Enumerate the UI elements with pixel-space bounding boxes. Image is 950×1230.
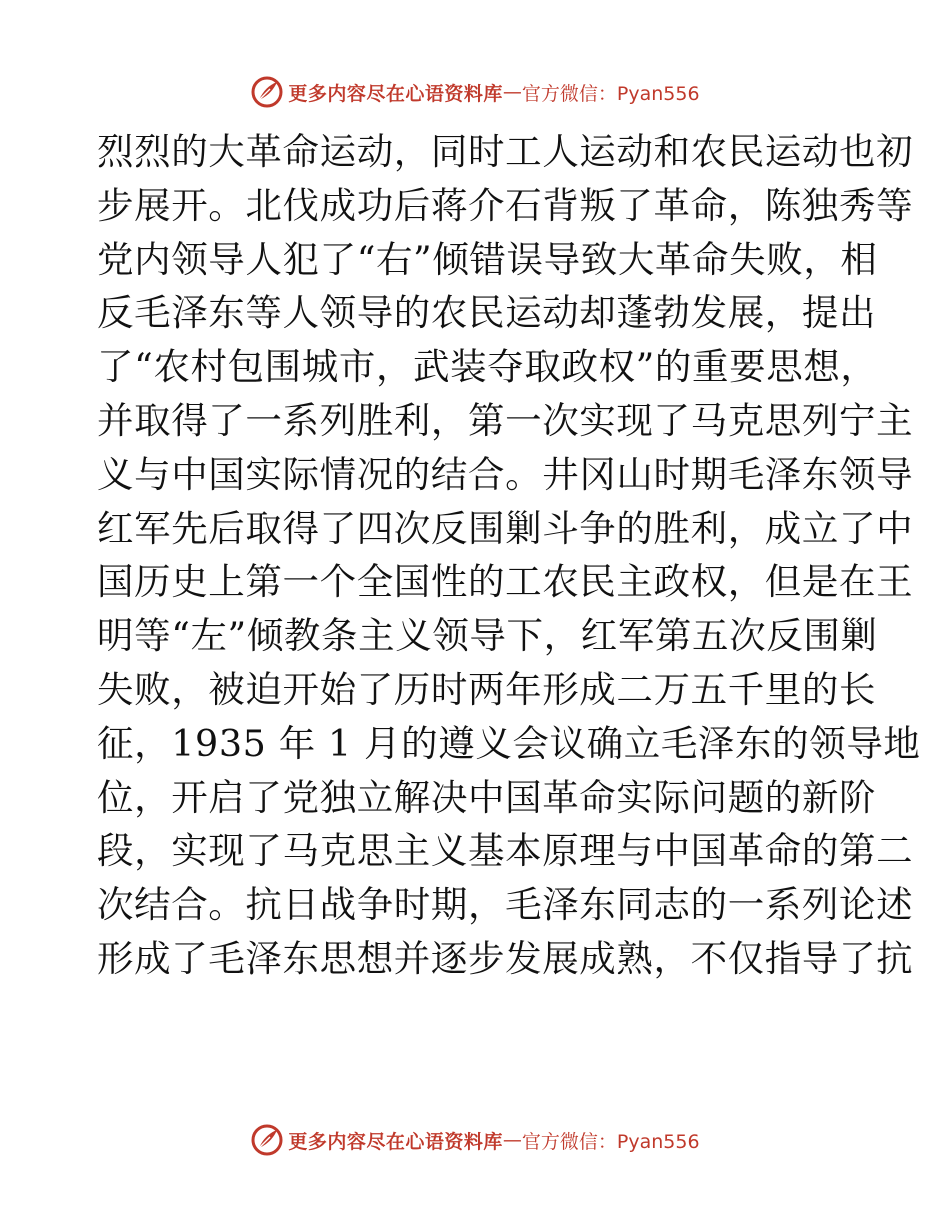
body-line: 反毛泽东等人领导的农民运动却蓬勃发展，提出 <box>97 291 877 335</box>
body-line: 烈烈的大革命运动，同时工人运动和农民运动也初 <box>97 130 914 173</box>
watermark-site-text: 更多内容尽在心语资料库 <box>288 1130 503 1153</box>
watermark-contact-text: 官方微信：Pyan556 <box>521 1130 700 1153</box>
watermark-separator: — <box>502 81 522 103</box>
body-line: 失败，被迫开始了历时两年形成二万五千里的长 <box>97 667 877 711</box>
body-line: 征，1935 年 1 月的遵义会议确立毛泽东的领导地 <box>97 721 921 765</box>
feather-pen-logo-icon <box>250 1123 284 1157</box>
watermark-site-text: 更多内容尽在心语资料库 <box>288 82 503 105</box>
body-line: 步展开。北伐成功后蒋介石背叛了革命，陈独秀等 <box>97 183 914 227</box>
body-line: 国历史上第一个全国性的工农民主政权，但是在王 <box>97 560 914 604</box>
header-watermark <box>0 72 950 112</box>
body-line: 明等“左”倾教条主义领导下，红军第五次反围剿 <box>97 614 878 658</box>
body-line: 了“农村包围城市，武装夺取政权”的重要思想， <box>97 345 878 389</box>
feather-pen-logo-icon <box>250 75 284 109</box>
body-line: 党内领导人犯了“右”倾错误导致大革命失败，相 <box>97 237 878 281</box>
body-line: 位，开启了党独立解决中国革命实际问题的新阶 <box>97 775 877 819</box>
body-line: 并取得了一系列胜利，第一次实现了马克思列宁主 <box>97 398 914 442</box>
watermark-contact-text: 官方微信：Pyan556 <box>521 82 700 105</box>
body-line: 义与中国实际情况的结合。井冈山时期毛泽东领导 <box>97 452 914 496</box>
body-line: 段，实现了马克思主义基本原理与中国革命的第二 <box>97 829 914 873</box>
body-line: 形成了毛泽东思想并逐步发展成熟，不仅指导了抗 <box>97 936 914 980</box>
body-line: 次结合。抗日战争时期，毛泽东同志的一系列论述 <box>97 883 914 927</box>
body-line: 红军先后取得了四次反围剿斗争的胜利，成立了中 <box>97 506 914 550</box>
footer-watermark <box>0 1120 950 1160</box>
watermark-separator: — <box>502 1129 522 1151</box>
document-body <box>97 125 921 986</box>
